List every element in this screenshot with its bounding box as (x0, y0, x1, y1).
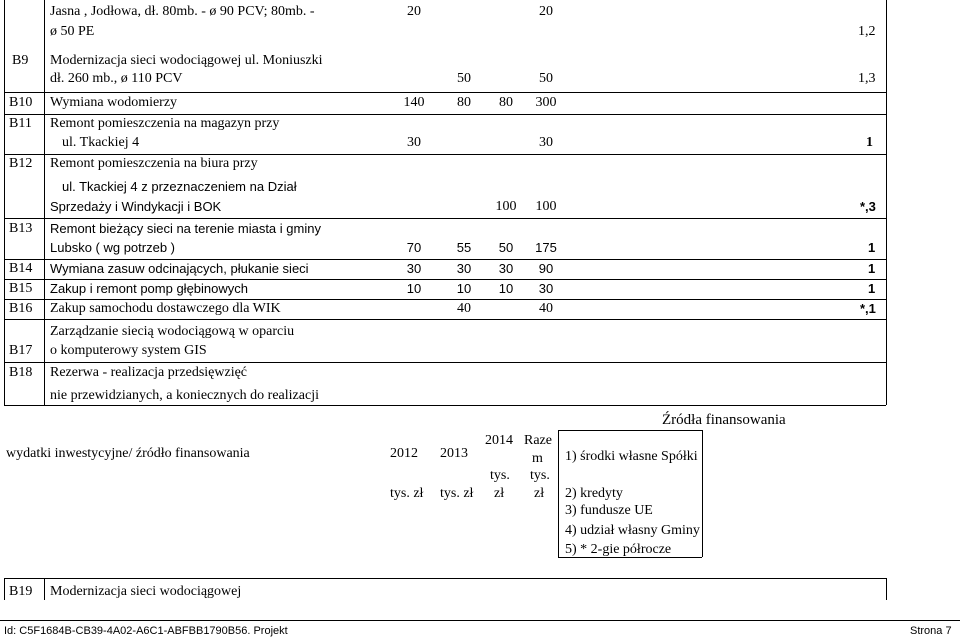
header-razem: m (532, 451, 543, 466)
row-2012: 140 (403, 95, 425, 110)
header-label: wydatki inwestycyjne/ źródło finansowania (6, 446, 250, 461)
row-desc: Remont pomieszczenia na biura przy (50, 156, 258, 171)
row-desc: Wymiana zasuw odcinających, płukanie sieci (50, 261, 309, 276)
row-desc: Rezerwa - realizacja przedsięwzięć (50, 365, 248, 380)
row-id: B15 (9, 281, 33, 296)
row-2013: 30 (456, 261, 472, 276)
source-item: 3) fundusze UE (565, 503, 653, 518)
row-divider (4, 259, 886, 260)
row-divider (4, 92, 886, 93)
row-desc: Sprzedaży i Windykacji i BOK (50, 199, 222, 214)
row-2014: 100 (495, 199, 517, 214)
header-divider (558, 430, 702, 431)
row-2014: 50 (498, 240, 514, 255)
table-right-border (886, 578, 887, 600)
row-desc: Modernizacja sieci wodociągowej (50, 584, 242, 599)
row-total: 30 (539, 135, 553, 150)
row-desc: nie przewidzianych, a koniecznych do realizacji (50, 388, 319, 403)
row-total: 30 (538, 281, 554, 296)
row-2012: 30 (406, 261, 422, 276)
row-desc: Lubsko ( wg potrzeb ) (50, 240, 176, 255)
row-total: 20 (539, 4, 553, 19)
row-id: B14 (9, 261, 33, 276)
row-desc: Remont bieżący sieci na terenie miasta i gminy (50, 221, 321, 236)
id-column-divider (44, 578, 45, 600)
row-id: B17 (9, 343, 33, 358)
row-id: B18 (9, 365, 33, 380)
row-desc: Remont pomieszczenia na magazyn przy (50, 116, 280, 131)
row-2013: 55 (456, 240, 472, 255)
header-year-2013: 2013 (440, 446, 468, 461)
table-bottom-border (4, 405, 886, 406)
source-item: 2) kredyty (565, 486, 623, 501)
footer-page-number: Strona 7 (910, 625, 952, 637)
table-left-border (4, 578, 5, 600)
row-desc: Wymiana wodomierzy (50, 95, 178, 110)
row-divider (4, 114, 886, 115)
row-total: 50 (539, 71, 553, 86)
row-divider (4, 279, 886, 280)
row-divider (4, 218, 886, 219)
row-source: *,3 (860, 199, 876, 214)
row-id: B13 (9, 221, 33, 236)
row-total: 100 (535, 199, 557, 214)
header-unit: tys. (490, 468, 510, 483)
row-divider (4, 362, 886, 363)
row-source: 1 (868, 240, 876, 255)
row-id: B19 (9, 584, 33, 599)
source-item: 5) * 2-gie półrocze (565, 542, 672, 557)
row-2014: 30 (498, 261, 514, 276)
row-divider (4, 299, 886, 300)
table-right-border (886, 0, 887, 405)
source-item: 1) środki własne Spółki (565, 449, 698, 464)
header-year-2012: 2012 (390, 446, 418, 461)
row-id: B9 (12, 53, 29, 68)
row-total: 175 (535, 240, 557, 255)
header-razem: Raze (524, 433, 552, 448)
row-source: 1 (868, 281, 876, 296)
row-total: 40 (539, 301, 553, 316)
row-divider (4, 578, 886, 579)
id-column-divider (44, 0, 45, 405)
row-2013: 10 (456, 281, 472, 296)
row-id: B16 (9, 301, 33, 316)
row-2012: 10 (406, 281, 422, 296)
header-unit: tys. zł (440, 486, 474, 501)
row-desc: Modernizacja sieci wodociągowej ul. Moniuszki (50, 53, 323, 68)
row-2012: 70 (406, 240, 422, 255)
footer-rule (0, 620, 960, 621)
header-unit: tys. (530, 468, 550, 483)
row-desc: ø 50 PE (50, 24, 95, 39)
row-source: 1,3 (858, 71, 876, 86)
row-2014: 80 (499, 95, 513, 110)
row-2013: 80 (457, 95, 471, 110)
row-desc: Zakup i remont pomp głębinowych (50, 281, 248, 296)
row-source: *,1 (860, 301, 876, 316)
row-2014: 10 (498, 281, 514, 296)
row-desc: dł. 260 mb., ø 110 PCV (50, 71, 183, 86)
row-desc: ul. Tkackiej 4 (62, 135, 140, 150)
row-id: B10 (9, 95, 33, 110)
row-id: B11 (9, 116, 32, 131)
row-desc: o komputerowy system GIS (50, 343, 207, 358)
row-desc: Zarządzanie siecią wodociągową w oparciu (50, 324, 295, 339)
table-left-border (4, 0, 5, 405)
row-2012: 20 (407, 4, 421, 19)
row-total: 300 (535, 95, 557, 110)
row-source: 1 (866, 135, 873, 150)
row-desc: Jasna , Jodłowa, dł. 80mb. - ø 90 PCV; 80mb. - (50, 4, 315, 19)
header-unit: tys. zł (390, 486, 424, 501)
row-divider (4, 154, 886, 155)
sources-title: Źródła finansowania (662, 412, 786, 428)
header-unit: zł (534, 486, 545, 501)
footer-doc-id: Id: C5F1684B-CB39-4A02-A6C1-ABFBB1790B56. Projekt (4, 625, 288, 637)
header-unit: zł (494, 486, 505, 501)
row-source: 1,2 (858, 24, 876, 39)
row-2012: 30 (407, 135, 421, 150)
row-desc: ul. Tkackiej 4 z przeznaczeniem na Dział (62, 179, 297, 194)
row-total: 90 (538, 261, 554, 276)
row-desc: Zakup samochodu dostawczego dla WIK (50, 301, 281, 316)
header-divider (702, 430, 703, 557)
row-divider (4, 319, 886, 320)
header-divider (558, 430, 559, 557)
row-id: B12 (9, 156, 33, 171)
row-2013: 50 (457, 71, 471, 86)
header-year-2014: 2014 (485, 433, 513, 448)
row-2013: 40 (457, 301, 471, 316)
source-item: 4) udział własny Gminy (565, 523, 700, 538)
row-source: 1 (868, 261, 876, 276)
